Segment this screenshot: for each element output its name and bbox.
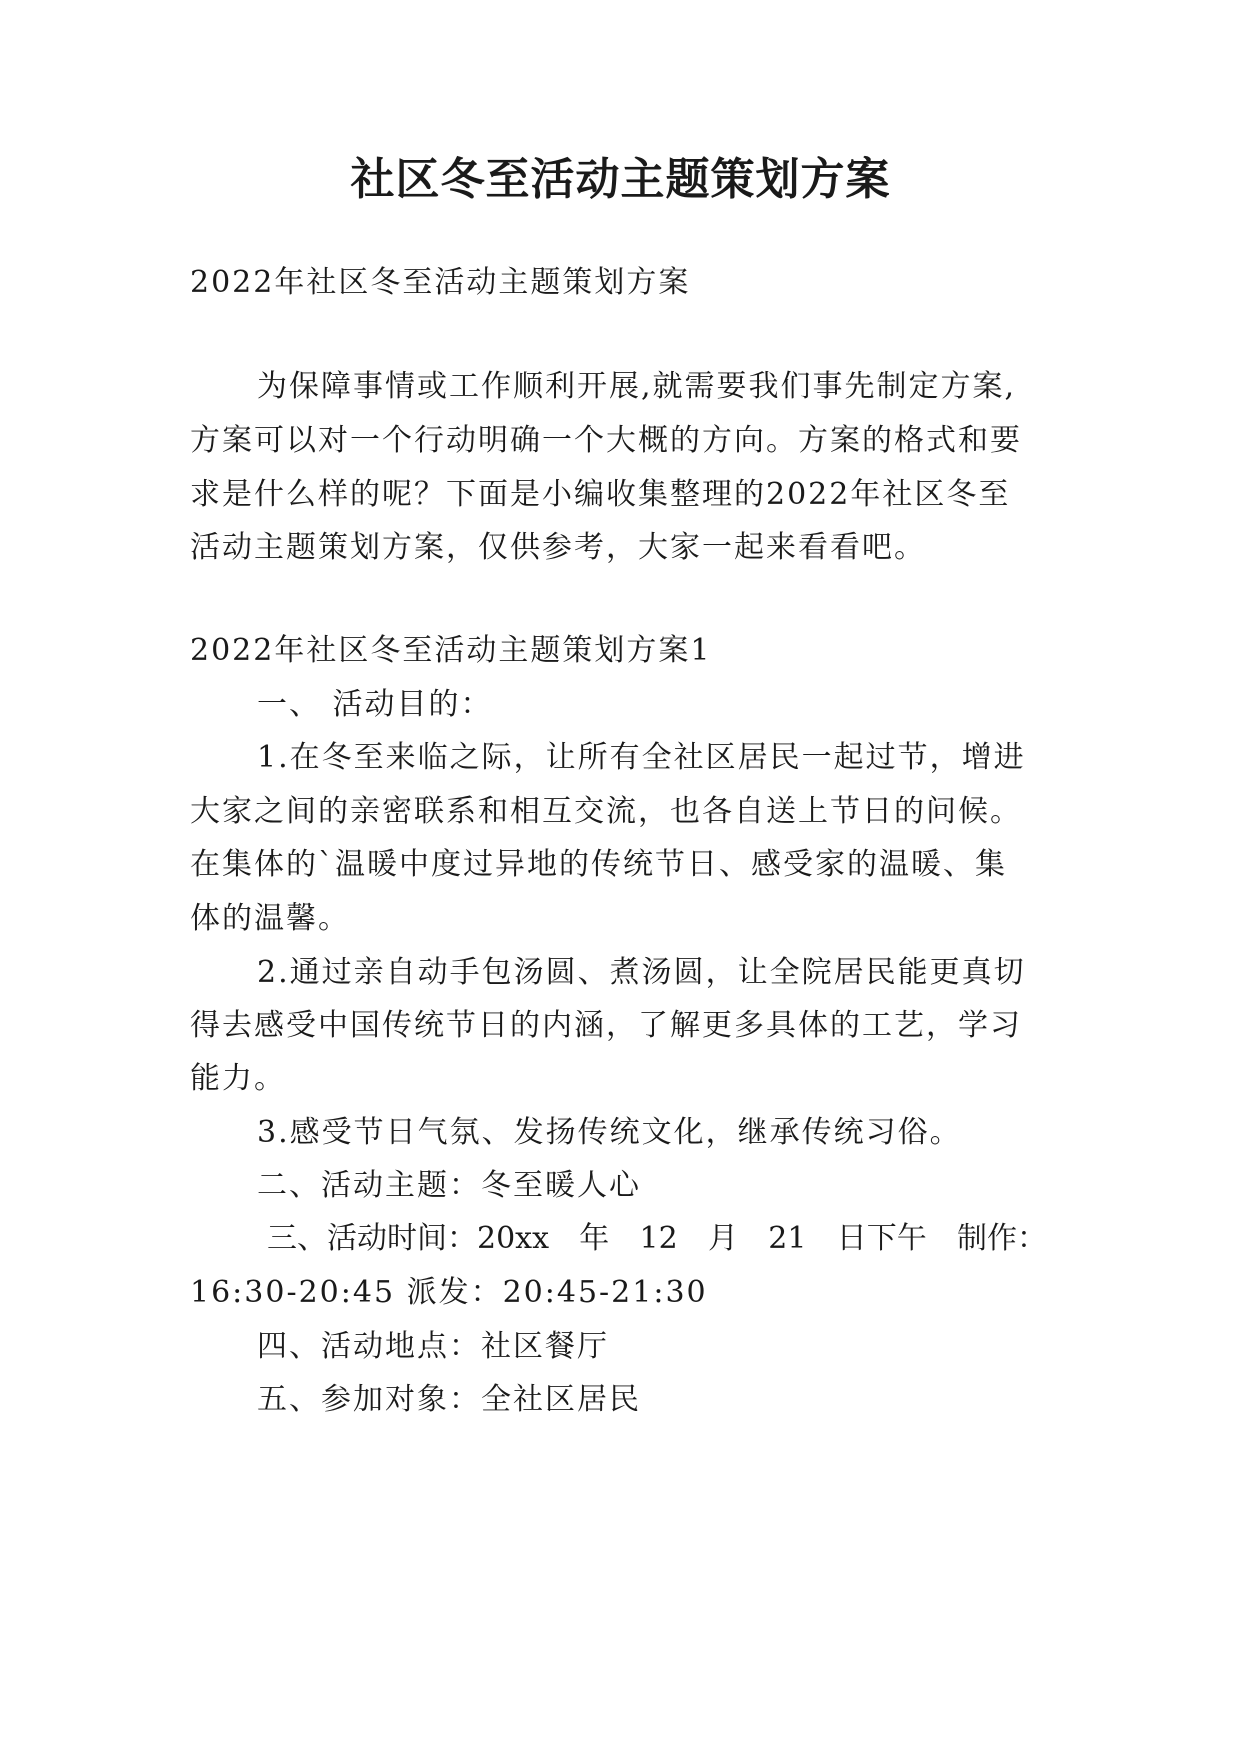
purpose-2-line-2: 得去感受中国传统节日的内涵，了解更多具体的工艺，学习: [190, 1008, 1022, 1043]
document-subtitle: 2022年社区冬至活动主题策划方案: [190, 265, 691, 300]
purpose-1-line-3: 在集体的`温暖中度过异地的传统节日、感受家的温暖、集: [190, 847, 1007, 882]
theme-line: 二、活动主题：冬至暖人心: [257, 1168, 641, 1203]
intro-line-1: 为保障事情或工作顺利开展,就需要我们事先制定方案,: [257, 369, 1017, 404]
time-line-1-part: 21: [768, 1221, 807, 1256]
document-title: 社区冬至活动主题策划方案: [350, 154, 891, 205]
intro-line-3: 求是什么样的呢？下面是小编收集整理的2022年社区冬至: [190, 477, 1011, 512]
purpose-heading: 一、 活动目的：: [257, 687, 493, 722]
purpose-3-line: 3.感受节日气氛、发扬传统文化，继承传统习俗。: [257, 1115, 962, 1150]
purpose-1-line-4: 体的温馨。: [190, 901, 350, 936]
time-line-1-part: 日下午: [836, 1221, 927, 1256]
time-line-1-part: 年: [579, 1221, 610, 1256]
time-line-1-part: 三、活动时间：20xx: [267, 1221, 550, 1256]
time-line-1-part: 12: [639, 1221, 678, 1256]
purpose-1-line-2: 大家之间的亲密联系和相互交流，也各自送上节日的问候。: [190, 794, 1022, 829]
time-line-1: [267, 1219, 1047, 1259]
purpose-2-line-1: 2.通过亲自动手包汤圆、煮汤圆，让全院居民能更真切: [257, 955, 1026, 990]
time-line-1-part: 制作：: [956, 1221, 1047, 1256]
intro-line-2: 方案可以对一个行动明确一个大概的方向。方案的格式和要: [190, 423, 1022, 458]
purpose-2-line-3: 能力。: [190, 1061, 286, 1096]
section-heading: 2022年社区冬至活动主题策划方案1: [190, 633, 712, 668]
time-line-2: 16:30-20:45 派发：20:45-21:30: [190, 1275, 708, 1310]
purpose-1-line-1: 1.在冬至来临之际，让所有全社区居民一起过节，增进: [257, 740, 1026, 775]
intro-line-4: 活动主题策划方案，仅供参考，大家一起来看看吧。: [190, 530, 926, 565]
time-line-1-part: 月: [708, 1221, 738, 1256]
location-line: 四、活动地点：社区餐厅: [257, 1329, 609, 1364]
participants-line: 五、参加对象：全社区居民: [257, 1382, 641, 1417]
